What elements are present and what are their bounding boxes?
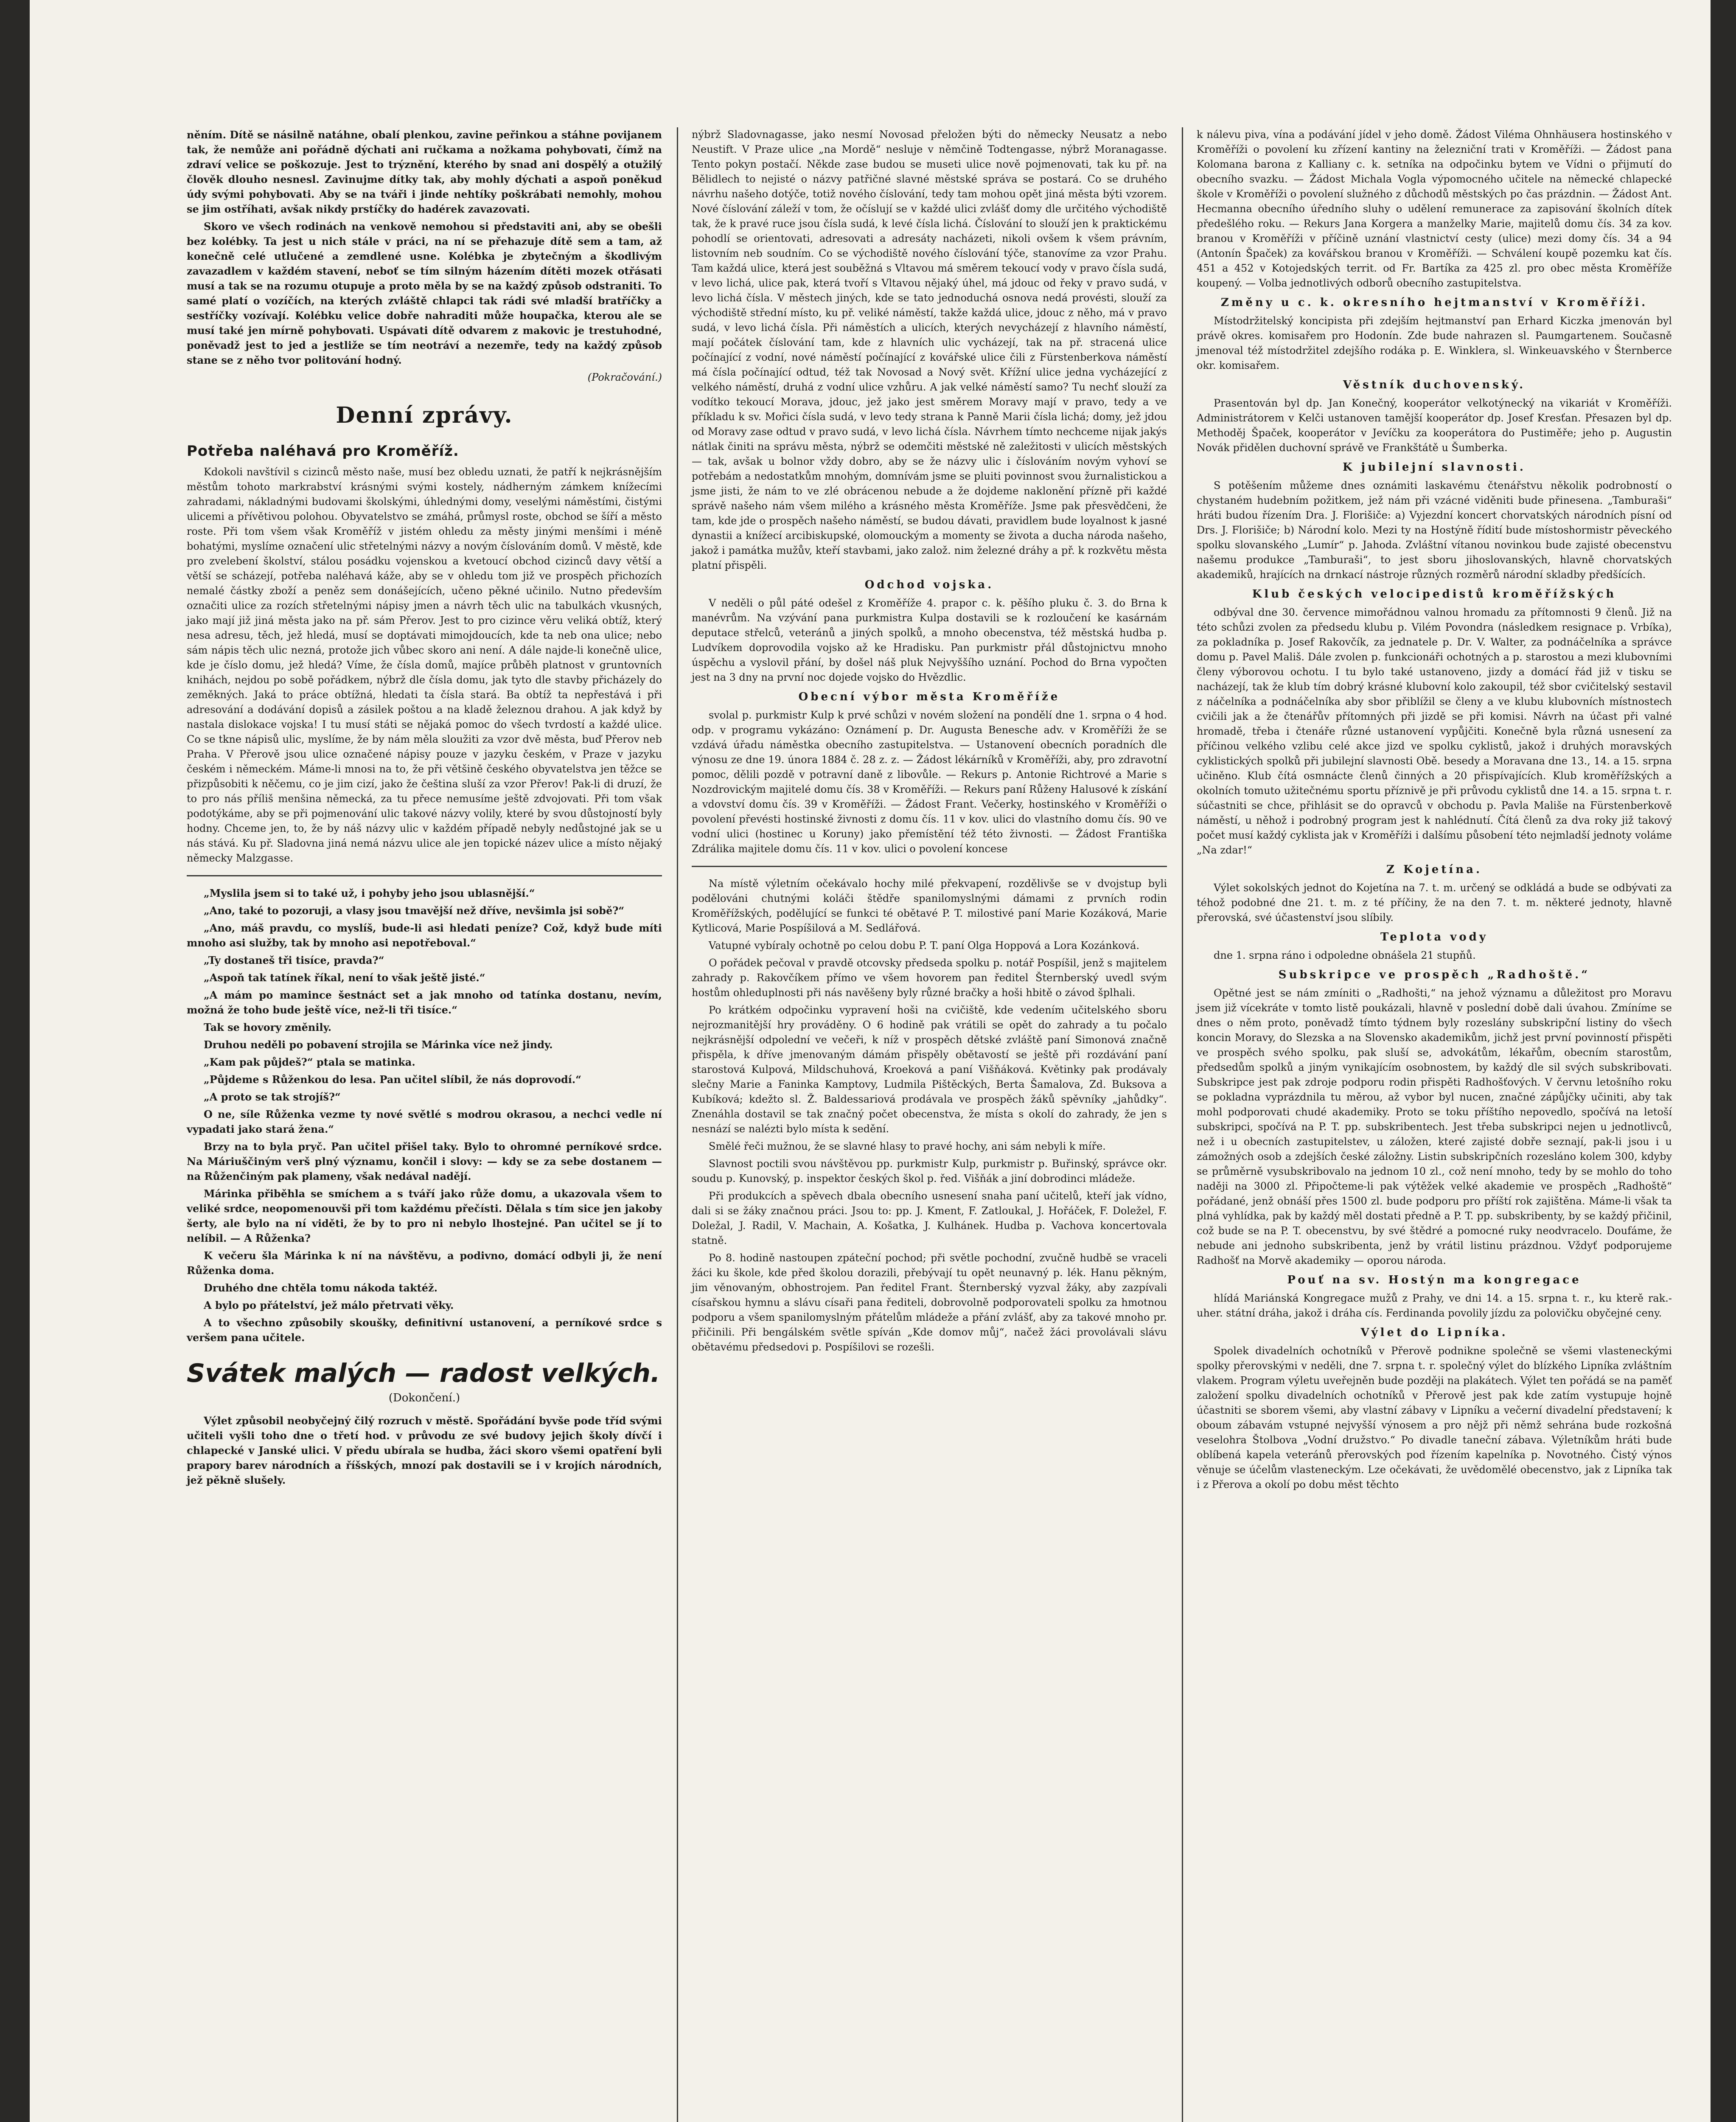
article-text: Při produkcích a spěvech dbala obecního usnesení snaha paní učitelů, kteří jak vídno, dali si se žáky značnou práci. Jsou to: pp. J. Kment, F. Zatloukal, J. Hořáček, F. Doležel, F. Doležal, J. Radil, V. Machain, A. Košatka, J. Kulhánek. Hudba p. Vachova koncertovala statně. — [692, 1190, 1167, 1246]
column-1 — [187, 127, 662, 1490]
scan-edge-right — [1711, 0, 1736, 2122]
column-rule-2 — [1182, 127, 1183, 2122]
article-title: Potřeba naléhavá pro Kroměříž. — [187, 443, 459, 460]
story-paragraph: Druhého dne chtěla tomu nákoda taktéž. — [204, 1282, 438, 1294]
article-text: hlídá Mariánská Kongregace mužů z Prahy, ve dni 14. a 15. srpna t. r., ku kterě rak.-uher. státní dráha, jakož i dráha cís. Ferdinanda povolily jízdu za polovičku obyčejné ceny. — [1197, 1292, 1672, 1319]
article-title: Z Kojetína. — [1386, 863, 1483, 876]
article-title: Pouť na sv. Hostýn ma kongregace — [1287, 1274, 1582, 1286]
story-paragraph: „Myslila jsem si to také už, i pohyby jeho jsou ublasnější.“ — [204, 887, 535, 899]
article-text: O pořádek pečoval v pravdě otcovsky předseda spolku p. notář Pospíšil, jenž s majitelem zahrady p. Rakovčíkem přímo ve všem hovorem pan ředitel Šternberský uvedl svým hostům ohleduplnosti při nás navěšeny byly různé bračky a hoši hbitě o závod šplhali. — [692, 957, 1167, 999]
article-title: Věstník duchovenský. — [1343, 379, 1526, 391]
continuation-note: (Pokračování.) — [587, 371, 662, 383]
article-text: Smělé řeči mužnou, že se slavné hlasy to pravé hochy, ani sám nebyli k míře. — [709, 1140, 1106, 1152]
article-title: Odchod vojska. — [864, 578, 994, 591]
article-title: Teplota vody — [1380, 931, 1488, 943]
scan-edge-left — [0, 0, 30, 2122]
divider — [692, 866, 1167, 867]
story-paragraph: O ne, síle Růženka vezme ty nové světlé s modrou okrasou, a nechci vedle ní vypadati jako stará žena.“ — [187, 1108, 662, 1135]
story-paragraph: Brzy na to byla pryč. Pan učitel přišel taky. Bylo to ohromné perníkové srdce. Na Máriuščiným verš plný významu, končil i slovy: — kdy se za sebe dostanem — na Růženčiným pak plameny, však nedával nadějí. — [187, 1140, 662, 1182]
article-text: Kdokoli navštívil s cizinců město naše, musí bez obledu uznati, že patří k nejkrásnějším městům tohoto markrabství krásnými svými kostely, nádherným zámkem knížecími zahradami, nákladnými budovami školskými, úhlednými domy, veselými náměstími, čistými ulicemi a přívětivou polohou. Obyvatelstvo se zmáhá, průmysl roste, obchod se šíří a město roste. Při tom všem však Kroměříž v jistém ohledu za městy jinými menšími i méně bohatými, myslíme označení ulic střetelnými názvy a novým číslováním domů. V městě, kde pro zvelebení školství, stálou posádku vojenskou a kvetoucí obchod cizinců davy větší a větší se scházejí, potřeba naléhavá káže, aby se v ohledu tom již ve prospěch přichozích nemalé částky zboží a peněz sem donášejících, učeno pěkné učinilo. Nutno především označiti ulice za rozích střetelnými nápisy jmen a návrh těch ulic na tabulkách vkusných, jako mají již jiná města jako na př. sám Přerov. Jest to pro cizince věru veliká obtíž, který nesa adresu, těch, jež hledá, musí se doptávati mimojdoucích, kde ta neb ona ulice; nebo sám nápis těch ulic nezná, protože jich vůbec skoro ani není. A dále najde-li konečně ulice, kde je číslo domu, jež hledá? Víme, že čísla domů, majíce průběh platnost v gruntovních knihách, nejdou po sobě pořádkem, nýbrž dle čísla domu, jak tyto dle stavby přicházely do zeměkných. Jaká to práce obtížná, hledati ta čísla stará. Ba obtíž ta nepřestává i při adresování a dodávání dopisů a zásilek poštou a na kladě železnou drahou. A jak když by nastala dislokace vojska! I tu musí státi se nějaká pomoc do všech tvrdostí a každé ulice. Co se tkne nápisů ulic, myslíme, že by nám měla sloužiti za vzor dvě města, buď Přerov neb Praha. V Přerově jsou ulice označené nápisy pouze v jazyku českém, v Praze v jazyku českém i německém. Máme-li mnosi na to, že při většině českého obyvatelstva jen těžce se přizpůsobiti k něčemu, co je jim cizí, jako že čeština sluší za vzor Přerov! Pak-li di druzí, že to pro nás příliš menšina německá, za tu přece nemusíme ještě zdvojovati. Při tom však podotýkáme, aby se při pojmenování ulic takové názvy volily, které by svou důstojností byly hodny. Chceme jen, to, že by náš názvy ulic v každém případě nebyly nedůstojné jak se u nás stává. Ku př. Sladovna jiná nemá názvu ulice ale jen topické název ulice a místo nějaký německy Malzgasse. — [187, 466, 662, 864]
article-text: S potěšením můžeme dnes oznámiti laskavému čtenářstvu několik podrobností o chystaném hudebním požitkem, jež nám při vzácné viděniti bude přinesena. „Tamburaši“ hráti budou řízením Dra. J. Florišiče: a) Vyjezdní koncert chorvatských národních písní od Drs. J. Florišiče; b) Národní kolo. Mezi ty na Hostýně řídití bude místoshormistr pěveckého spolku slovanského „Lumír“ p. Jahoda. Zvláštní vítanou novinkou bude zajisté obecenstvu našemu produkce „Tamburaši“, to jest sboru jihoslovanských, hlavně chorvatských akademiků, hrajících na drnkací nástroje různých rozměrů národní skladby předšících. — [1197, 480, 1672, 581]
story-paragraph: „A proto se tak strojíš?“ — [204, 1091, 341, 1103]
article-text: Výlet sokolských jednot do Kojetína na 7. t. m. určený se odkládá a bude se odbývati za téhož podobné dne 21. t. m. z té příčiny, že na den 7. t. m. některé jednoty, hlavně přerovská, své účastenství jsou slíbily. — [1197, 882, 1672, 923]
story-paragraph: Márinka přiběhla se smíchem a s tváří jako růže domu, a ukazovala všem to veliké srdce, neopomenouvši při tom každému přečísti. Dělala s tím sice jen jakoby šerty, ale bylo na ní viděti, že by to pro ni nebylo lhostejné. Pan učitel se jí to nelíbil. — A Růženka? — [187, 1187, 662, 1244]
article-title: Subskripce ve prospěch „Radhoště.“ — [1278, 968, 1590, 981]
article-title: Obecní výbor města Kroměříže — [798, 690, 1060, 703]
article-text: k nálevu piva, vína a podávání jídel v jeho domě. Žádost Viléma Ohnhäusera hostinského v Kroměříži o povolení ku zřízení kantiny na železniční trati v Kroměříži. — Žádost pana Kolomana barona z Kalliany c. k. setníka na odpočinku bytem ve Vídni o přijmutí do obecního svazku. — Žádost Michala Vogla výpomocného učitele na německé chlapecké škole v Kroměříži o povolení služného z důchodů městských po čas prázdnin. — Žádost Ant. Hecmanna obecního úředního sluhy o udělení remunerace za zapisování školních dítek předešlého roku. — Rekurs Jana Korgera a manželky Marie, majitelů domu čís. 34 za kov. branou v Kroměříži v příčině uznání vlastnictví cesty (ulice) mezi domy čís. 34 a 94 (Antonín Špaček) za kovářskou branou v Kroměříži. — Schválení koupě pozemku kat čís. 451 a 452 v Kotojedských territ. od Fr. Bartíka za 425 zl. pro obec města Kroměříže koupený. — Volba jednotlivých odborů obecního zastupitelstva. — [1197, 129, 1672, 289]
serial-paragraph: Skoro ve všech rodinách na venkově nemohou si představiti ani, aby se obešli bez kolébky. Ta jest u nich stále v práci, na ní se přehazuje dítě sem a tam, až konečně celé utlučené a zemdlené usne. Kolébka je zbytečným a škodlivým zavazadlem v každém stavení, neboť se tím silným házením dítěti mozek otřásati musí a tak se na rozumu otupuje a proto měla by se na každý způsob odstraniti. To samé platí o vozíčích, na kterých zvláště chlapci tak rádi své mladší bratříčky a sestříčky vozívají. Kolébku velice dobře nahraditi může houpačka, kterou ale se musí také jen mírně pohybovati. Uspávati dítě odvarem z makovic je trestuhodné, poněvadž jest to jed a jestliže se tím neotráví a nezemře, tedy na každý způsob stane se z něho tvor politování hodný. — [187, 220, 662, 366]
article-title: Změny u c. k. okresního hejtmanství v Kroměříži. — [1220, 296, 1648, 309]
section-title: Denní zprávy. — [336, 402, 513, 428]
story-paragraph: „Kam pak půjdeš?“ ptala se matinka. — [204, 1056, 415, 1068]
article-text: Spolek divadelních ochotníků v Přerově podnikne společně se všemi vlasteneckými spolky přerovskými v neděli, dne 7. srpna t. r. společný výlet do blízkého Lipníka zvláštním vlakem. Program výletu uveřejněn bude později na plakátech. Výlet ten pořádá se na paměť založení spolku divadelních ochotníků v Přerově jest pak kde zatím vystupuje hojně účastniti se sborem všemi, aby vlastní zábavy v Lipníku a večerní divadelní představení; k oboum zábavám vstupné nejvyšší výnosem a pro nějž při němž sehrána bude rozkošná veselohra Štolbova „Vodní družstvo.“ Po divadle taneční zábava. Výletníkům hráti bude oblíbená kapela veteránů přerovských pod řízením kapelníka p. Novotného. Čistý výnos věnuje se účelům vlasteneckým. Lze očekávati, že uvědomělé obecenstvo, jak z Lipníka tak i z Přerova a okolí po dobu měst těchto — [1197, 1345, 1672, 1490]
story-paragraph: „Ano, také to pozoruji, a vlasy jsou tmavější než dříve, nevšimla jsi sobě?“ — [204, 904, 625, 917]
article-text: V neděli o půl páté odešel z Kroměříže 4. prapor c. k. pěšího pluku č. 3. do Brna k manévrům. Na vzývání pana purkmistra Kulpa dostavili se k rozloučení ke kasárnám deputace střelců, veteránů a jiných spolků, a mnoho obecenstva, též městská hudba p. Ludvíkem doprovodila vojsko až ke Hradisku. Pan purkmistr přál důstojnictvu mnoho úspěchu a vyslovil přání, by došel náš pluk Nejvyššího uznání. Pochod do Brna vypočten jest na 3 dny na první noc dojede vojsko do Hvězdlic. — [692, 597, 1167, 683]
story-paragraph: A to všechno způsobily skoušky, definitivní ustanovení, a perníkové srdce s veršem pana učitele. — [187, 1316, 662, 1344]
story-paragraph: K večeru šla Márinka k ní na návštěvu, a podivno, domácí odbyli ji, že není Růženka doma. — [187, 1249, 662, 1277]
article-text: nýbrž Sladovnagasse, jako nesmí Novosad přeložen býti do německy Neusatz a nebo Neustift. V Praze ulice „na Mordě“ nesluje v němčině Todtengasse, nýbrž Moranagasse. Tento pokyn postačí. Někde zase budou se museti ulice nově pojmenovati, tak ku př. na Bělidlech to nejisté o názvy patřičné slavné městské správa se postará. Co se druhého návrhu našeho dotýče, totiž nového číslování, tedy tam mohou opět jiná města býti vzorem. Nové číslování záleží v tom, že očíslují se v každé ulici zvlášť domy dle určitého východiště tak, že k pravé ruce jsou čísla sudá, k levé čísla lichá. Číslování to slouží jen k praktickému pohodlí se orientovati, adresovati a adresáty nacházeti, nikoli ovšem k všem právním, listovním neb soudním. Co se východiště nového číslování týče, stanovíme za vzor Prahu. Tam každá ulice, která jest souběžná s Vltavou má směrem tekoucí vody v pravo čísla sudá, v levo lichá, ulice pak, která tvoří s Vltavou nějaký úhel, má jdouc od řeky v pravo sudá, v levo lichá čísla. V městech jiných, kde se tato jednoduchá osnova nedá provésti, slouží za východiště střední místo, ku př. veliké náměstí, takže každá ulice, jdouc z něho, má v pravo sudá, v levo lichá čísla. Při náměstích a ulicích, kterých nevycházejí z hlavního náměstí, mají počátek číslování tam, kde z hlavních ulic vycházejí, tak na př. stracená ulice počínající z vodní, nové náměstí počínající z kovářské ulice čili z Fürstenberkova náměstí má čísla počínající odtud, též tak Novosad a Nový svět. Křížní ulice jedna vycházející z velkého náměstí, druhá z vodní ulice vzhůru. A jak velké náměstí samo? Tu nechť slouží za vodítko tekoucí Morava, jdouc, jež jako jest směrem Moravy mají v pravo, tedy a ve příkladu k sv. Mořici čísla sudá, v levo tedy strana k Panně Marii čísla lichá; domy, jež jdou od Moravy zase odtud v pravo sudá, v levo lichá čísla. Návrhem tímto nechceme nijak jakýs nátlak činiti na správu města, nýbrž se odemčiti městské ně zaležitosti v ulicích městských — tak, avšak u bolnor vždy dobro, aby se že názvy ulic i číslováním novým vyhoví se potřebám a nedostatkům mnohým, domnívám jsme se pluiti povinnost svou žurnalistickou a jsme jisti, že nám to ve zlé obrácenou nebude a že dojdeme naklonění přízně při každé správě našeho nám všem milého a krásného města Kroměříže. Jsme pak přesvědčeni, že tam, kde jde o prospěch našeho náměstí, se budou dávati, pravidlem bude loyalnost k jasné dynastii a knížecí arcibiskupské, olomouckým a momenty se života a ducha národa našeho, jakož i památka mužův, kteří stavbami, jako založ. nim železné dráhy a př. k rozkvětu města platní přispěli. — [692, 129, 1167, 571]
article-text: Na místě výletním očekávalo hochy milé překvapení, rozdělivše se v dvojstup byli podělováni chutnými koláči štědře spanilomyslnými dámami z prvních rodin Kroměřížských, podělující se funkci té obětavé P. T. milostivé paní Marie Kozáková, Marie Kytlicová, Marie Pospíšilová a M. Sedlářová. — [692, 878, 1167, 934]
column-rule-1 — [677, 127, 678, 2122]
article-title: K jubilejní slavnosti. — [1343, 461, 1526, 474]
divider — [187, 875, 662, 876]
article-text: svolal p. purkmistr Kulp k prvé schůzi v novém složení na pondělí dne 1. srpna o 4 hod. odp. v programu vykázáno: Oznámení p. Dr. Augusta Benesche adv. v Kroměříži že se vzdává úřadu náměstka obecního zastupitelstva. — Ustanovení obecních poradních dle výnosu ze dne 19. února 1884 č. 28 z. z. — Žádost lékárníků v Kroměříži, aby, pro zdravotní pomoc, dělili pozdě v potravní daně z libovůle. — Rekurs p. Antonie Richtrové a Marie s Nozdrovickým majitelé domu čís. 38 v Kroměříži. — Rekurs paní Růženy Halusové k získání a vdovství domu čís. 39 v Kroměříži. — Žádost Frant. Večerky, hostinského v Kroměříži o povolení převésti hostinské živnosti z domu čís. 11 v kov. ulici do vlastního domu čís. 90 ve vodní ulici (hostinec u Koruny) jako přemístění též této živnosti. — Žádost Františka Zdrálika majitele domu čís. 11 v kov. ulici o povolení koncese — [692, 709, 1167, 855]
story-paragraph: „Ty dostaneš tři tisíce, pravda?“ — [204, 954, 384, 966]
column-3 — [1197, 127, 1672, 1495]
serial-paragraph: něním. Dítě se násilně natáhne, obalí plenkou, zavine peřinkou a stáhne povijanem tak, že nemůže ani pořádně dýchati ani ručkama a nožkama pohybovati, čímž na zdraví velice se poškozuje. Jest to trýznění, kterého by snad ani dospělý a otužilý člověk dlouho nesnesl. Zavinujme dítky tak, aby mohly dýchati a aspoň poněkud údy svými pohybovati. Aby se na tváři i jinde nehtíky poškrábati nemohly, mohou se jim ostříhati, avšak nikdy prstíčky do hadérek zavazovati. — [187, 129, 662, 215]
article-text: Místodržitelský koncipista při zdejším hejtmanství pan Erhard Kiczka jmenován byl právě okres. komisařem pro Hodonín. Zde bude nahrazen sl. Paumgartenem. Současně jmenoval též místodržitel zdejšího rodáka p. E. Winklera, sl. Winkeuavského v Šternberce okr. komisařem. — [1197, 315, 1672, 371]
story-subtitle: (Dokončení.) — [388, 1392, 460, 1404]
story-paragraph: A bylo po přátelství, jež málo přetrvati věky. — [204, 1299, 454, 1311]
article-text: Opětné jest se nám zmíniti o „Radhošti,“ na jehož významu a důležitost pro Moravu jsem již vícekráte v tomto listě poukázali, hlavně v poslední době dali úvahou. Zmíníme se dnes o něm proto, poněvadž tímto týdnem byly rozeslány subskripční listiny do všech koncin Moravy, do Slezska a na Slovensko akademikům, jichž jest první povinností přispěti ve prospěch svého spolku, pak sluší se, advokátům, lékařům, obecním starostům, předsedům spolků a jiným vynikajícím osobnostem, by každý dle sil svých subskribovati. Subskripce jest pak zdroje podporu rodin přispěti Radhošťových. V červnu letošního roku se pokladna vyprázdnila tu měrou, až vybor byl nucen, značné zápůjčky učiniti, aby tak mohl podporovati chudé akademiky. Proto se toku příštího nepovedlo, spočívá na letoší subskripci, spočívá na P. T. pp. subskribentech. Jest třeba subskripci nejen u jednotlivců, než i u obecních zastupitelstev, u záložen, které zajisté dobře seznají, pak-li jsou i u zámožných osob a zdejších české záložny. Listin subskripčních rozesláno kolem 300, kdyby se průměrně vysubskribovalo na jednom 10 zl., což není mnoho, tedy by se mohlo do toho naději na 3000 zl. Připočteme-li pak výtěžek velké akademie ve prospěch „Radhoště“ pořádané, jenž obnáší přes 1500 zl. bude podporu pro příští rok zajištěna. Máme-li však ta plná vyhlídka, pak by každý měl dostati předně a P. T. pp. subskribenty, by se každý přičinil, což bude se na P. T. obecenstvu, by své štědré a pomocné ruky neodvracelo. Doufáme, že nebude ani jednoho subskribenta, jenž by vrátil listinu prázdnou. Vždyť podporujeme Radhošť na Morvě akademiky — oporou národa. — [1197, 987, 1672, 1266]
article-text: Vatupné vybíraly ochotně po celou dobu P. T. paní Olga Hoppová a Lora Kozánková. — [709, 940, 1140, 952]
story-paragraph: Druhou neděli po pobavení strojila se Márinka více než jindy. — [204, 1039, 553, 1051]
story-paragraph: „Ano, máš pravdu, co myslíš, bude-li asi hledati peníze? Což, když bude míti mnoho asi služby, tak by mnoho asi nepotřeboval.“ — [187, 922, 662, 949]
article-text: Slavnost poctili svou návštěvou pp. purkmistr Kulp, purkmistr p. Buřinský, správce okr. soudu p. Kunovský, p. inspektor českých škol p. řed. Višňák a jiní dobrodinci mládeže. — [692, 1158, 1167, 1185]
article-text: Po 8. hodině nastoupen zpáteční pochod; při světle pochodní, zvučně hudbě se vraceli žáci ku škole, kde před školou dorazili, přebývají tu opět neunavný p. lék. Hanu pěkným, jim věnovaným, obhostrojem. Pan ředitel Frant. Šternberský vyzval žáky, aby zazpívali císařskou hymnu a slávu císaři pana řediteli, dobrovolně podporovateli spolku za hmotnou podporu a všem spanilomyslným přátelům mládeže a přání zvlášť, aby za takové mnoho pr. přičinili. Při bengálském světle spíván „Kde domov můj“, načež žáci provolávali slávu obětavému předsedovi p. Pospíšilovi se rozešli. — [692, 1252, 1167, 1353]
story-paragraph: „A mám po mamince šestnáct set a jak mnoho od tatínka dostanu, nevím, možná že toho bude ještě více, než-li tři tisíce.“ — [187, 989, 662, 1016]
article-title: Výlet do Lipníka. — [1360, 1326, 1508, 1339]
story-paragraph: „Aspoň tak tatínek říkal, není to však ještě jisté.“ — [204, 971, 485, 984]
article-text: Po krátkém odpočinku vypravení hoši na cvičiště, kde vedením učitelského sboru nejrozmanitější hry prováděny. O 6 hodině pak vrátili se opět do zahrady a tu počalo nejkrásnější odpolední ve večeři, k níž v prospěch dětské zvláště paní Simonová značně přispěla, k dříve jmenovaným dámám přispěly obětavostí se ještě při rozdávání paní starostová Kulpová, Mildschuhová, Kroeková a paní Višňáková. Květinky pak prodávaly slečny Marie a Faninka Kamptovy, Ludmila Pištěckých, Berta Šamalova, Zd. Buksova a Kubíková; kdežto sl. Ž. Baldessariová prodávala ve prospěch žáků spěvníky „jahůdky“. Znenáhla dostavil se tak značný počet obecenstva, že místa s okolí do zahrady, že jen s nesnází se nalézti bylo místa k sedění. — [692, 1004, 1167, 1135]
story-paragraph: Výlet způsobil neobyčejný čilý rozruch v městě. Spořádání byvše pode tříd svými učiteli vyšli toho dne o třetí hod. v průvodu ze své budovy jejich školy dívčí i chlapecké v Janské ulici. V předu ubírala se hudba, žáci skoro všemi opatření byli prapory barev národních a říšských, mnozí pak dostavili se i v krojích národních, jež pěkně slušely. — [187, 1415, 662, 1486]
column-2 — [692, 127, 1167, 1357]
story-paragraph: „Půjdeme s Růženkou do lesa. Pan učitel slíbil, že nás doprovodí.“ — [204, 1073, 582, 1086]
article-text: dne 1. srpna ráno i odpoledne obnášela 21 stupňů. — [1214, 949, 1476, 961]
story-paragraph: Tak se hovory změnily. — [204, 1021, 332, 1033]
article-text: Prasentován byl dp. Jan Konečný, kooperátor velkotýnecký na vikariát v Kroměříži. Administrátorem v Kelči ustanoven tamější kooperátor dp. Josef Kresťan. Přesazen byl dp. Methoděj Špaček, kooperátor v Jevíčku za kooperátora do Pustiměře; jeho p. Augustin Novák přidělen duchovní správě ve Frankštátě u Šumberka. — [1197, 397, 1672, 454]
article-text: odbýval dne 30. července mimořádnou valnou hromadu za přítomnosti 9 členů. Již na této schůzi zvolen za předsedu klubu p. Vilém Povondra (následkem resignace p. Vrbíka), za pokladníka p. Josef Rakovčík, za jednatele p. Dr. V. Walter, za podnáčelníka a správce domu p. Pavel Mališ. Dále zvolen p. funkcionáři ochotných a p. starostou a mezi klubovními členy výborovou ochotu. I tu bylo také ustanoveno, jizdy a domácí řád již v tisku se nacházejí, tak že klub tím dobrý krásné klubovní kolo zakoupil, též sbor cvičitelský sestavil z náčelníka a podnáčelníka aby sbor přiblížil se členy a ve klubu klubovních místnostech cvičili jak a že čtenářův přítomných při jizdě se při komisi. Návrh na účast při valné hromadě, třeba i čtenáře různé ustanovení vypůjčiti. Konečně byla různá usnesení za příčinou velkého vzlibu celé akce jizd ve spolku cyklistů, jakož i druhých moravských cyklistických spolků při jubilejní slavnosti Obě. besedy a Moravana dne 13., 14. a 15. srpna učiněno. Klub čítá osmnácte členů činných a 20 přispívajících. Klub kroměřížských a okolních tomuto užitečnému sportu příznivě je při průvodu cyklistů dne 14. a 15. srpna t. r. súčastniti se chce, přihlásit se do opravců v obchodu p. Pavla Mališe na Fürstenberkově náměstí, u něhož i podrobný program jest k nahlédnutí. Čítá členů za dva roky již takový počet musí každý cyklista jak v Kroměříži i dalšímu působení této nejmladší jednoty voláme „Na zdar!“ — [1197, 606, 1672, 856]
article-title: Klub českých velocipedistů kroměřížských — [1252, 588, 1617, 601]
story-title: Svátek malých — radost velkých. — [187, 1359, 660, 1388]
